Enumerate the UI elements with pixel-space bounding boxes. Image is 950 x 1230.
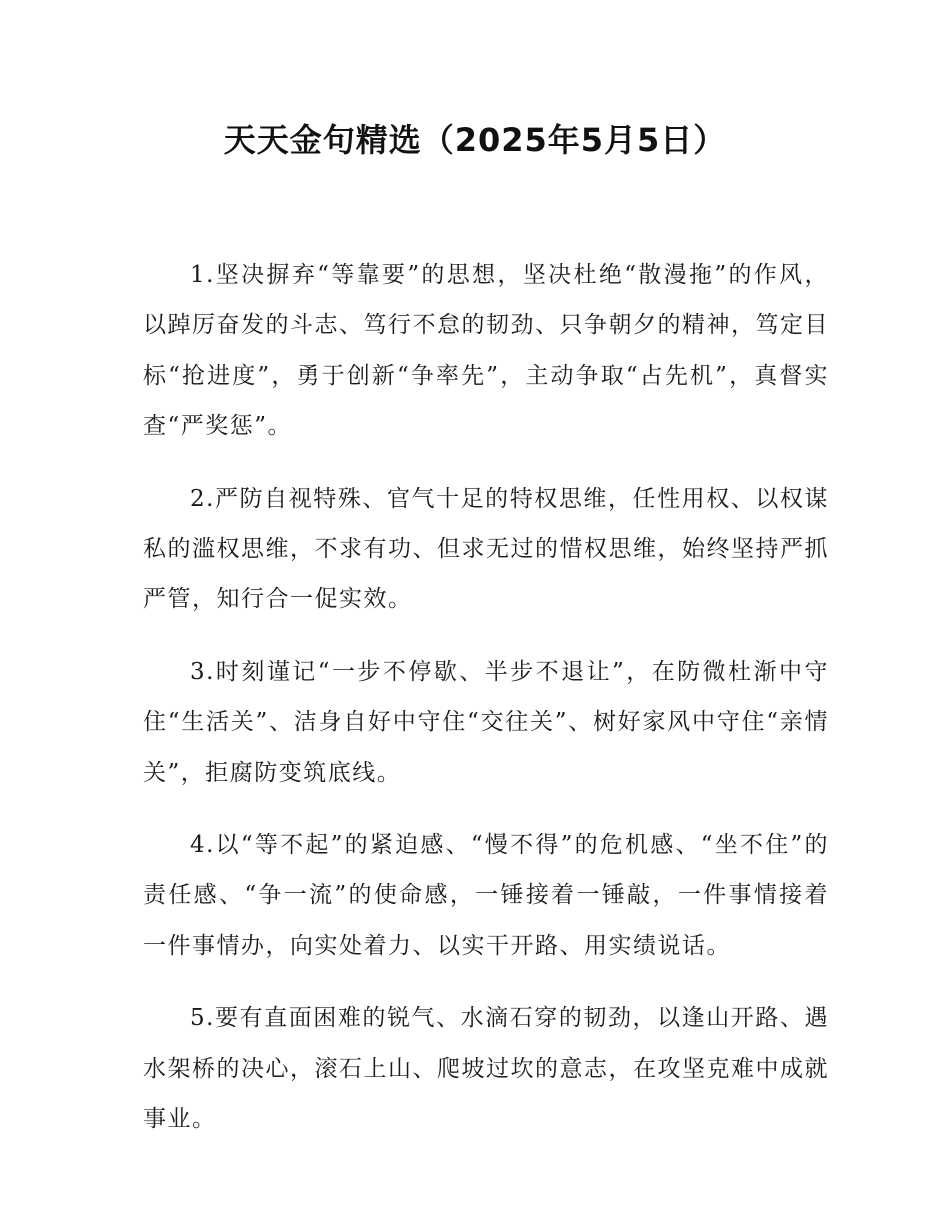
paragraph-1: 1.坚决摒弃“等靠要”的思想，坚决杜绝“散漫拖”的作风，以踔厉奋发的斗志、笃行不怠的韧劲、只争朝夕的精神，笃定目标“抢进度”，勇于创新“争率先”，主动争取“占先机”，真督实查“严奖惩”。 — [143, 262, 829, 440]
paragraph-5: 5.要有直面困难的锐气、水滴石穿的韧劲，以逢山开路、遇水架桥的决心，滚石上山、爬坡过坎的意志，在攻坚克难中成就事业。 — [143, 1005, 829, 1133]
page-title: 天天金句精选（2025年5月5日） — [223, 121, 727, 159]
paragraph-3: 3.时刻谨记“一步不停歇、半步不退让”，在防微杜渐中守住“生活关”、洁身自好中守住“交往关”、树好家风中守住“亲情关”，拒腐防变筑底线。 — [143, 658, 829, 786]
paragraph-2: 2.严防自视特殊、官气十足的特权思维，任性用权、以权谋私的滥权思维，不求有功、但求无过的惜权思维，始终坚持严抓严管，知行合一促实效。 — [143, 485, 829, 613]
paragraph-4: 4.以“等不起”的紧迫感、“慢不得”的危机感、“坐不住”的责任感、“争一流”的使命感，一锤接着一锤敲，一件事情接着一件事情办，向实处着力、以实干开路、用实绩说话。 — [143, 832, 829, 959]
document-body — [143, 250, 829, 1167]
